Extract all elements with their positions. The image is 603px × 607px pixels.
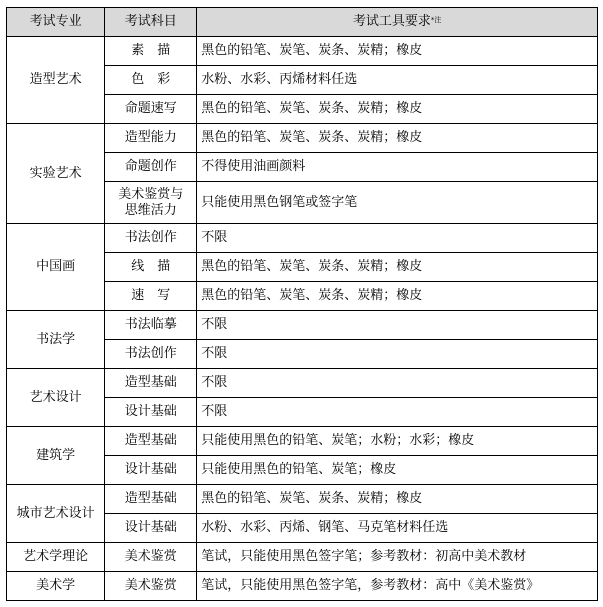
major-cell: 实验艺术 (7, 124, 105, 224)
major-cell: 造型艺术 (7, 37, 105, 124)
subject-cell: 书法临摹 (105, 311, 197, 340)
requirement-cell: 黑色的铅笔、炭笔、炭条、炭精；橡皮 (197, 485, 598, 514)
subject-cell: 美术鉴赏 (105, 572, 197, 601)
requirement-cell: 水粉、水彩、丙烯材料任选 (197, 66, 598, 95)
table-row (7, 369, 598, 398)
major-cell: 艺术学理论 (7, 543, 105, 572)
table-row (7, 311, 598, 340)
requirement-cell: 只能使用黑色钢笔或签字笔 (197, 182, 598, 224)
header-subject: 考试科目 (105, 8, 197, 37)
requirement-cell: 黑色的铅笔、炭笔、炭条、炭精；橡皮 (197, 282, 598, 311)
requirement-cell: 水粉、水彩、丙烯、钢笔、马克笔材料任选 (197, 514, 598, 543)
footnote-mark: *注 (430, 16, 442, 24)
table-row (7, 427, 598, 456)
requirement-cell: 不限 (197, 340, 598, 369)
subject-cell: 命题创作 (105, 153, 197, 182)
header-row (7, 8, 598, 37)
table-row (7, 572, 598, 601)
major-cell: 艺术设计 (7, 369, 105, 427)
subject-cell: 造型基础 (105, 427, 197, 456)
subject-cell: 造型基础 (105, 485, 197, 514)
subject-cell: 命题速写 (105, 95, 197, 124)
major-cell: 书法学 (7, 311, 105, 369)
requirement-cell: 黑色的铅笔、炭笔、炭条、炭精；橡皮 (197, 124, 598, 153)
subject-cell: 造型基础 (105, 369, 197, 398)
subject-cell: 线 描 (105, 253, 197, 282)
table-row (7, 37, 598, 66)
requirement-cell: 不限 (197, 369, 598, 398)
requirement-cell: 不限 (197, 398, 598, 427)
table-row (7, 224, 598, 253)
subject-cell: 素 描 (105, 37, 197, 66)
requirement-cell: 不限 (197, 224, 598, 253)
requirement-cell: 笔试，只能使用黑色签字笔；参考教材：初高中美术教材 (197, 543, 598, 572)
subject-cell: 色 彩 (105, 66, 197, 95)
requirement-cell: 笔试，只能使用黑色签字笔，参考教材：高中《美术鉴赏》 (197, 572, 598, 601)
header-requirement: 考试工具要求$^{*注}$ (197, 8, 598, 37)
subject-cell (105, 182, 197, 224)
requirement-cell: 只能使用黑色的铅笔、炭笔；水粉；水彩；橡皮 (197, 427, 598, 456)
requirement-cell: 不得使用油画颜料 (197, 153, 598, 182)
subject-line-1: 美术鉴赏与 (118, 186, 184, 202)
table-row (7, 485, 598, 514)
major-cell: 城市艺术设计 (7, 485, 105, 543)
subject-cell: 美术鉴赏 (105, 543, 197, 572)
exam-tools-table (6, 7, 598, 601)
major-cell: 美术学 (7, 572, 105, 601)
subject-line-2: 思维活力 (124, 202, 177, 218)
requirement-cell: 黑色的铅笔、炭笔、炭条、炭精；橡皮 (197, 253, 598, 282)
subject-cell: 书法创作 (105, 340, 197, 369)
subject-cell: 设计基础 (105, 456, 197, 485)
subject-cell: 书法创作 (105, 224, 197, 253)
subject-cell: 速 写 (105, 282, 197, 311)
requirement-cell: 只能使用黑色的铅笔、炭笔；橡皮 (197, 456, 598, 485)
header-major: 考试专业 (7, 8, 105, 37)
table-row (7, 124, 598, 153)
requirement-cell: 黑色的铅笔、炭笔、炭条、炭精；橡皮 (197, 95, 598, 124)
subject-cell: 设计基础 (105, 514, 197, 543)
requirement-cell: 不限 (197, 311, 598, 340)
subject-cell: 设计基础 (105, 398, 197, 427)
table-row (7, 543, 598, 572)
subject-cell: 造型能力 (105, 124, 197, 153)
requirement-cell: 黑色的铅笔、炭笔、炭条、炭精；橡皮 (197, 37, 598, 66)
major-cell: 建筑学 (7, 427, 105, 485)
major-cell: 中国画 (7, 224, 105, 311)
